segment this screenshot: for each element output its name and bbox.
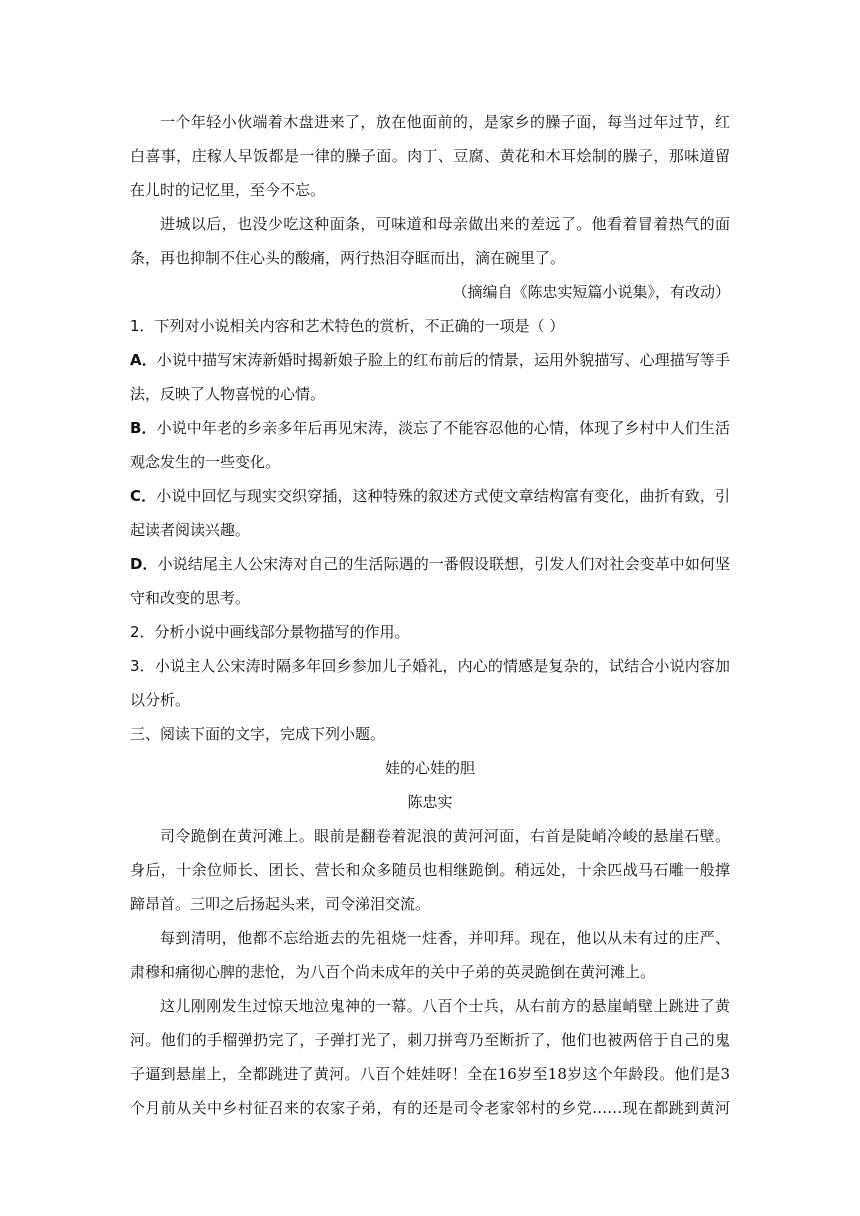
- question-1: [130, 316, 730, 336]
- option-b-marker: B．: [130, 419, 157, 437]
- passage2-title: 娃的心娃的胆: [384, 759, 475, 777]
- passage1-line-4: 进城以后，也没少吃这种面条，可味道和母亲做出来的差远了。他看着冒着热气的面: [160, 215, 730, 233]
- section-3-heading: 三、阅读下面的文字，完成下列小题。: [130, 725, 386, 743]
- passage2-line-1: 司令跪倒在黄河滩上。眼前是翻卷着泥浪的黄河河面，右首是陡峭冷峻的悬崖石壁。: [160, 827, 730, 845]
- passage2-line-3: 蹄昂首。三叩之后扬起头来，司令涕泪交流。: [130, 895, 431, 913]
- passage2-line-7: 河。他们的手榴弹扔完了，子弹打光了，刺刀拼弯乃至断折了，他们也被两倍于自己的鬼: [130, 1031, 730, 1049]
- option-a-marker: A．: [130, 351, 157, 369]
- passage1-line-5: 条，再也抑制不住心头的酸痛，两行热泪夺眶而出，滴在碗里了。: [130, 249, 566, 267]
- question-3-line-2: 以分析。: [130, 691, 191, 709]
- option-a-text-1: 小说中描写宋涛新婚时揭新娘子脸上的红布前后的情景，运用外貌描写、心理描写等手: [156, 351, 731, 369]
- passage1-line-3: 在儿时的记忆里，至今不忘。: [130, 181, 326, 199]
- passage2-author: 陈忠实: [407, 793, 453, 811]
- passage1-source: （摘编自《陈忠实短篇小说集》，有改动）: [452, 283, 730, 301]
- option-a-line-2: 法，反映了人物喜悦的心情。: [130, 385, 326, 403]
- option-b-line-2: 观念发生的一些变化。: [130, 453, 281, 471]
- question-3-line-1: 3．小说主人公宋涛时隔多年回乡参加儿子婚礼，内心的情感是复杂的，试结合小说内容加: [130, 657, 730, 675]
- question-1-text: 1．下列对小说相关内容和艺术特色的赏析，不正确的一项是（ ）: [130, 317, 565, 335]
- question-2: 2．分析小说中画线部分景物描写的作用。: [130, 623, 410, 641]
- passage1-line-2: 白喜事，庄稼人早饭都是一律的臊子面。肉丁、豆腐、黄花和木耳烩制的臊子，那味道留: [130, 147, 730, 165]
- option-b-text-1: 小说中年老的乡亲多年后再见宋涛，淡忘了不能容忍他的心情，体现了乡村中人们生活: [156, 419, 730, 437]
- option-d-line-2: 守和改变的思考。: [130, 589, 251, 607]
- option-d-line-1: [130, 554, 730, 574]
- option-d-text-1: 小说结尾主人公宋涛对自己的生活际遇的一番假设联想，引发人们对社会变革中如何坚: [157, 555, 730, 573]
- passage2-line-8: 子逼到悬崖上，全都跳进了黄河。八百个娃娃呀！全在16岁至18岁这个年龄段。他们是3: [130, 1065, 730, 1083]
- option-c-text-1: 小说中回忆与现实交织穿插，这种特殊的叙述方式使文章结构富有变化，曲折有致，引: [156, 487, 730, 505]
- passage2-line-2: 身后，十余位师长、团长、营长和众多随员也相继跪倒。稍远处，十余匹战马石雕一般撑: [130, 861, 730, 879]
- passage2-line-9: 个月前从关中乡村征召来的农家子弟，有的还是司令老家邻村的乡党……现在都跳到黄河: [130, 1099, 730, 1117]
- option-a-line-1: [130, 350, 730, 370]
- option-d-marker: D．: [130, 555, 158, 573]
- passage2-line-6: 这儿刚刚发生过惊天地泣鬼神的一幕。八百个士兵，从右前方的悬崖峭壁上跳进了黄: [160, 997, 730, 1015]
- passage2-line-4: 每到清明，他都不忘给逝去的先祖烧一炷香，并叩拜。现在，他以从未有过的庄严、: [160, 929, 730, 947]
- option-b-line-1: [130, 418, 730, 438]
- passage1-line-1: 一个年轻小伙端着木盘进来了，放在他面前的，是家乡的臊子面，每当过年过节，红: [160, 113, 730, 131]
- passage2-line-5: 肃穆和痛彻心脾的悲怆，为八百个尚未成年的关中子弟的英灵跪倒在黄河滩上。: [130, 963, 656, 981]
- option-c-marker: C．: [130, 487, 157, 505]
- option-c-line-2: 起读者阅读兴趣。: [130, 521, 251, 539]
- option-c-line-1: [130, 486, 730, 506]
